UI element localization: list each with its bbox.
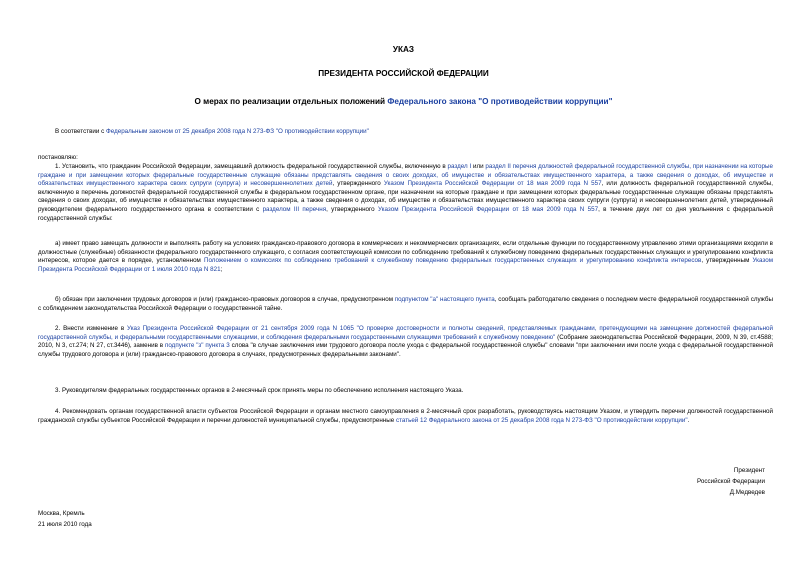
- section-3-list-link[interactable]: разделом III перечня: [262, 205, 327, 213]
- title-law-link[interactable]: Федерального закона "О противодействии коррупции": [387, 97, 613, 106]
- section-2-list-link[interactable]: раздел II перечня должностей федеральной государственной службы, при назначении на которые граждане и при замещении которых федеральные государственные служащие обязаны представлять сведения о своих доходах, об имуществе и обязательствах имущественного характера, а также сведения о доходах, об имуществе и обязательствах имущественного характера своих супруги (супруга) и несовершеннолетних детей: [38, 163, 773, 188]
- p1-text-3: , утвержденного: [332, 180, 384, 188]
- preamble-text: В соответствии с: [55, 128, 106, 135]
- p2-text-1: 2. Внести изменение в: [55, 325, 127, 332]
- p4-text-1: 4. Рекомендовать органам государственной власти субъектов Российской Федерации и органам местного самоуправления в 2-месячный срок разработать, руководствуясь настоящим Указом, и утвердить перечни должностей государственной гражданской службы субъектов Российской Федерации и перечни должностей муниципальной службы, предусмотренные: [38, 408, 773, 424]
- decree-type-heading: УКАЗ: [392, 45, 415, 54]
- paragraph-3: 3. Руководителям федеральных государственных органов в 2-месячный срок принять меры по обеспечению исполнения настоящего Указа.: [55, 387, 464, 394]
- signature-block: [697, 466, 765, 498]
- decree-title-text: О мерах по реализации отдельных положений: [194, 97, 388, 106]
- p1-text-5: , утвержденного: [326, 205, 378, 213]
- paragraph-4: [38, 408, 773, 425]
- signature-title: Президент: [733, 467, 765, 474]
- place: Москва, Кремль: [38, 510, 85, 517]
- pa-text-1: а) имеет право замещать должности и выполнять работу на условиях гражданско-правового договора в коммерческих и некоммерческих организациях, если отдельные функции по государственному управлению этими организациями входили в должностные (служебные) обязанности федерального государственного служащего, с согласия соответствующей комиссии по соблюдению требований к служебному поведению федеральных государственных служащих и урегулированию конфликта интересов, которое дается в порядке, установленном: [38, 240, 773, 265]
- federal-law-link[interactable]: Федеральным законом от 25 декабря 2008 года N 273-ФЗ "О противодействии коррупции": [105, 128, 369, 135]
- p1-text-6: , в течение двух лет со дня увольнения с федеральной государственной службы:: [38, 205, 773, 222]
- pb-text-1: б) обязан при заключении трудовых договоров и (или) гражданско-правовых договоров в случае, предусмотренном: [55, 296, 395, 303]
- decree-557-link[interactable]: Указом Президента Российской Федерации от 18 мая 2009 года N 557: [383, 180, 602, 188]
- p1-text-2: или: [471, 163, 486, 170]
- paragraph-1: [38, 163, 773, 223]
- p4-text-2: .: [687, 416, 690, 424]
- decree-821-link[interactable]: Указом Президента Российской Федерации от 1 июля 2010 года N 821: [38, 257, 774, 273]
- p1-text-1: 1. Установить, что гражданин Российской Федерации, замещавший должность федеральной государственной службы, включенную в: [55, 163, 448, 170]
- section-1-link[interactable]: раздел I: [447, 163, 472, 170]
- p2-text-2: (Собрание законодательства Российской Федерации, 2009, N 39, ст.4588; 2010, N 3, ст.274; N 27, ст.3446), заменив в: [38, 333, 773, 350]
- signature-name: Д.Медведев: [729, 488, 765, 496]
- decree-title: [0, 97, 807, 106]
- decree-word: постановляю:: [38, 154, 78, 161]
- decree-557-link-2[interactable]: Указом Президента Российской Федерации от 18 мая 2009 года N 557: [377, 205, 599, 213]
- pa-text-2: , утвержденным: [701, 257, 753, 265]
- commission-regulation-link[interactable]: Положением о комиссиях по соблюдению требований к служебному поведению федеральных государственных служащих и урегулированию конфликта интересов: [203, 257, 702, 265]
- article-12-link[interactable]: статьей 12 Федерального закона от 25 декабря 2008 года N 273-ФЗ "О противодействии коррупции": [395, 416, 688, 424]
- pb-text-2: , сообщать работодателю сведения о последнем месте федеральной государственной службы с соблюдением законодательства Российской Федерации о государственной тайне.: [38, 296, 774, 312]
- p2-text-3: слова "в случае заключения ими трудового договора после ухода с федеральной государственной службы" словами "при заключении ими после ухода с федеральной государственной службы трудового договора и (или) гражданско-правового договора в случаях, предусмотренных федеральными законами".: [38, 342, 773, 358]
- p1-text-4: , или должность федеральной государственной службы, включенную в перечень должностей федеральной государственной службы в федеральном государственном органе, при назначении на которые граждане и при замещении которых федеральные государственные служащие обязаны представлять сведения о своих доходах, об имуществе и обязательствах имущественного характера, а также сведения о доходах, об имуществе и обязательствах имущественного характера своих супруги (супруга) и несовершеннолетних детей, утвержденный руководителем федерального государственного органа в соответствии с: [38, 180, 773, 213]
- decree-1065-link[interactable]: Указ Президента Российской Федерации от 21 сентября 2009 года N 1065 "О проверке достоверности и полноты сведений, представляемых гражданами, претендующими на замещение должностей федеральной государственной службы, и федеральными государственными служащими, и соблюдения федеральными государственными служащими требований к служебному поведению": [38, 325, 774, 341]
- subparagraph-a-link[interactable]: подпунктом "а" настоящего пункта: [394, 296, 495, 303]
- date: 21 июля 2010 года: [38, 520, 92, 528]
- place-date-block: [38, 509, 92, 530]
- subparagraph-z-link[interactable]: подпункте "з" пункта 3: [164, 342, 230, 350]
- signature-country: Российской Федерации: [697, 477, 765, 485]
- preamble: [38, 128, 773, 137]
- issuer-heading: ПРЕЗИДЕНТА РОССИЙСКОЙ ФЕДЕРАЦИИ: [318, 69, 489, 78]
- pa-text-3: ;: [220, 265, 223, 273]
- paragraph-2: [38, 325, 773, 359]
- subparagraph-a: [38, 240, 773, 274]
- subparagraph-b: [38, 296, 773, 313]
